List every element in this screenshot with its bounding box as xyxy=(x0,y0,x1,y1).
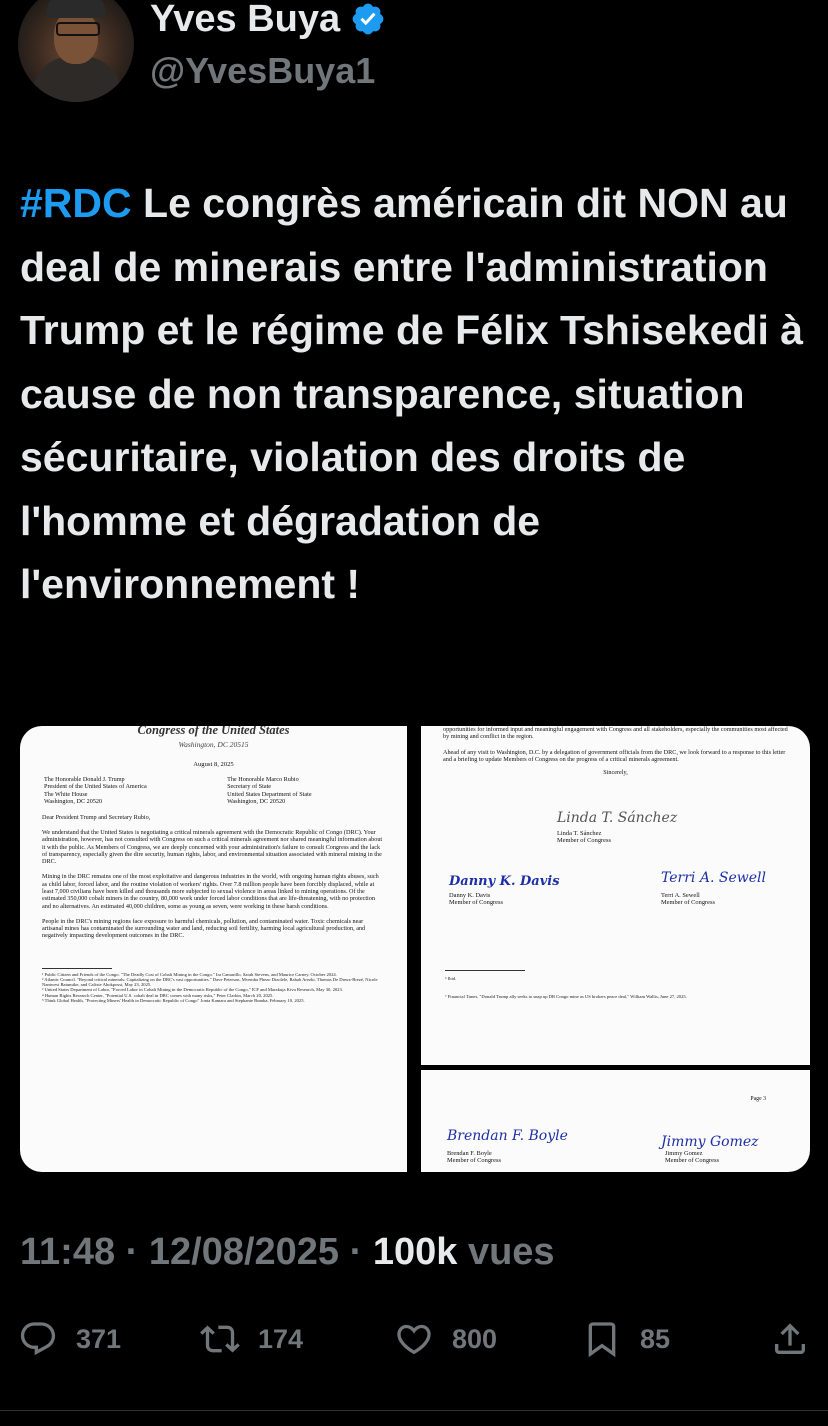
tweet-meta: 11:48 · 12/08/2025 · 100k vues xyxy=(20,1231,555,1273)
bookmark-count: 85 xyxy=(640,1323,671,1354)
footnote-3: ³ United States Department of Labor, "Forced Labor in Cobalt Mining in the Democratic Republic of the Congo," ICF and Marakuja Kivu Research, May 30, 2023. xyxy=(42,987,343,993)
letter-date: August 8, 2025 xyxy=(193,761,234,768)
like-button[interactable] xyxy=(394,1310,497,1368)
tweet-text xyxy=(20,172,820,617)
page2-paragraph-1: opportunities for informed input and meaningful engagement with Congress and all stakeholders, especially the communities most affected by mining and conflict in the region. xyxy=(443,726,788,741)
letter-paragraph-1: We understand that the United States is negotiating a critical minerals agreement with the Democratic Republic of Congo (DRC). Your administration, however, has not consulted with Congress on such a critical minerals agreement nor shared meaningful information about it with the public. As Members of Congress, we are deeply concerned with your administration's failure to consult Congress and the lack of transparency, especially given the dire security, human rights, labor, and environmental situation associated with mineral mining in the DRC. xyxy=(42,828,383,866)
reply-button[interactable] xyxy=(18,1310,121,1368)
repost-button[interactable] xyxy=(200,1310,303,1368)
signature-boyle: Brendan F. Boyle xyxy=(447,1128,568,1144)
page-number: Page 3 xyxy=(750,1096,766,1102)
author-handle[interactable]: @YvesBuya1 xyxy=(150,50,376,91)
footnote-1: ¹ Public Citizen and Friends of the Congo. "The Deadly Cost of Cobalt Mining in the Congo." Ira Camarillo, Sarah Stevens, and Maurice Carney. October 2024. xyxy=(42,971,337,977)
media-gallery xyxy=(20,726,810,1172)
bookmark-button[interactable] xyxy=(582,1310,670,1368)
reply-count: 371 xyxy=(76,1323,122,1354)
letterhead: Congress of the United States xyxy=(137,726,290,737)
footnote-rule xyxy=(42,968,112,969)
verified-badge-icon xyxy=(350,1,386,37)
letterhead-sub: Washington, DC 20515 xyxy=(178,740,249,749)
letter-page-1-image[interactable] xyxy=(20,726,407,1172)
divider xyxy=(0,1410,828,1411)
signature-davis: Danny K. Davis xyxy=(449,874,560,889)
views-count[interactable]: 100k xyxy=(372,1231,458,1273)
action-bar xyxy=(0,1310,828,1368)
tweet-date[interactable]: 12/08/2025 xyxy=(148,1231,340,1273)
sincerely: Sincerely, xyxy=(603,769,628,777)
repost-icon xyxy=(200,1319,240,1359)
author-avatar[interactable] xyxy=(18,0,134,102)
address-right: The Honorable Marco Rubio Secretary of State United States Department of State Washington, DC 20520 xyxy=(227,776,312,806)
footnote-5: ⁵ Think Global Health, "Protecting Miners' Health in Democratic Republic of Congo" Jonta Kamara and Stephanie Bumba, February 10, 2025. xyxy=(42,997,305,1003)
address-left: The Honorable Donald J. Trump President of the United States of America The White House Washington, DC 20520 xyxy=(44,776,147,806)
author-name[interactable]: Yves Buya xyxy=(150,0,341,40)
signature-sanchez: Linda T. Sánchez xyxy=(557,810,678,826)
page2-paragraph-2: Ahead of any visit to Washington, D.C. by a delegation of government officials from the DRC, we look forward to a response to this letter and a briefing to update Members of Congress on the progress of a critical minerals agreement. xyxy=(443,748,786,763)
footnote-2: ² Atlantic Council. "Beyond critical minerals: Capitalizing on the DRC's vast opportunities." Dave Peterson, Mvemba Phezo Dizolele, Rabah Arezki, Thomas De Dreux-Brezé, Nicole Nantwesi Batumike, and Calixte Ahokpossi, May 23, 2025. xyxy=(42,976,378,988)
like-count: 800 xyxy=(452,1323,498,1354)
signer-sewell: Terri A. Sewell Member of Congress xyxy=(661,892,715,907)
letter-paragraph-2: Mining in the DRC remains one of the most exploitative and dangerous industries in the world, with ongoing human rights abuses, such as child labor, forced labor, and the routine violation of workers' rights. Over 7.8 million people have been forcibly displaced, while at least 7,000 civilians have been killed and thousands more subjected to sexual violence in areas linked to mining operations. Of the estimated 350,000 cobalt miners in the country, 80,000 work under forced labor conditions that are life-threatening, with no protection and no alternatives. An estimated 40,000 children, some as young as seven, were working in these harsh conditions. xyxy=(42,873,379,910)
signer-sanchez: Linda T. Sánchez Member of Congress xyxy=(557,830,611,845)
page2-footnote-7: ⁷ Financial Times, "Donald Trump ally seeks to snap up DR Congo mine as US brokers peace deal," William Wallis, June 27, 2025. xyxy=(445,994,687,999)
footnote-4: ⁴ Human Rights Research Center, "Potential U.S. cobalt deal in DRC comes with many risks," Peter Clarkin, March 20, 2025. xyxy=(42,992,274,998)
reply-icon xyxy=(18,1319,58,1359)
tweet-body: Le congrès américain dit NON au deal de minerais entre l'administration Trump et le régime de Félix Tshisekedi à cause de non transparence, situation sécuritaire, violation des droits de l'homme et dégradation de l'environnement ! xyxy=(20,180,804,607)
signer-gomez: Jimmy Gomez Member of Congress xyxy=(665,1150,719,1165)
addresses xyxy=(20,776,407,806)
signature-sewell: Terri A. Sewell xyxy=(661,870,766,886)
like-icon xyxy=(394,1319,434,1359)
signature-gomez: Jimmy Gomez xyxy=(661,1134,759,1150)
page2-footnote-6: ⁶ Ibid. xyxy=(445,976,457,981)
signer-davis: Danny K. Davis Member of Congress xyxy=(449,892,503,907)
hashtag-link[interactable]: #RDC xyxy=(20,180,132,226)
share-icon xyxy=(770,1319,810,1359)
page2-footnote-rule xyxy=(445,970,525,971)
repost-count: 174 xyxy=(258,1323,304,1354)
letter-page-3-image[interactable] xyxy=(421,1070,810,1172)
salutation: Dear President Trump and Secretary Rubio, xyxy=(42,813,151,821)
letter-page-2-image[interactable] xyxy=(421,726,810,1065)
bookmark-icon xyxy=(582,1319,622,1359)
tweet-time[interactable]: 11:48 xyxy=(20,1231,116,1273)
letter-paragraph-3: People in the DRC's mining regions face exposure to harmful chemicals, pollution, and contaminated water. Toxic chemicals near artisanal mines has contaminated the surrounding water and land, reducing soil fertility, harming local agricultural production, and negatively impacting development outcomes in the DRC. xyxy=(42,917,366,940)
share-button[interactable] xyxy=(770,1310,810,1368)
author-name-row xyxy=(150,0,386,42)
views-label: vues xyxy=(457,1231,555,1273)
signer-boyle: Brendan F. Boyle Member of Congress xyxy=(447,1150,501,1165)
